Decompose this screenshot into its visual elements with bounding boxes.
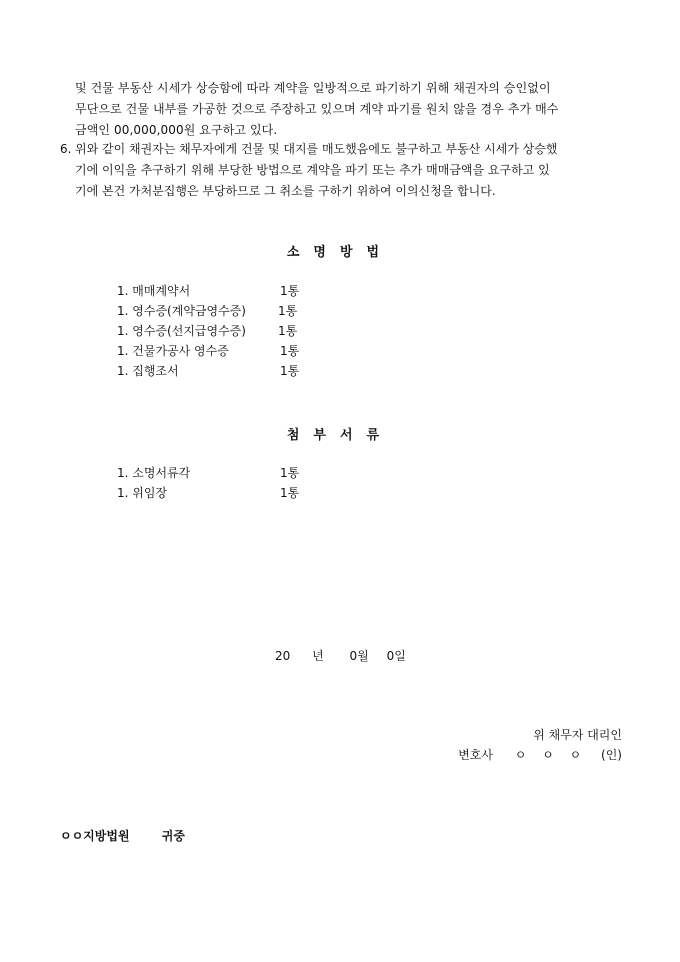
- list-item: [117, 281, 517, 301]
- evidence-item-label: 1. 영수증(선지급영수증): [117, 324, 246, 338]
- evidence-item-qty: 1통: [280, 364, 300, 378]
- continuation-line-2: 무단으로 건물 내부를 가공한 것으로 주장하고 있으며 계약 파기를 원치 않을 경우 추가 매수: [75, 102, 559, 116]
- date-day: 0일: [386, 649, 406, 663]
- court-name: ㅇㅇ지방법원: [60, 829, 130, 843]
- list-item: [117, 463, 517, 483]
- attachment-item-label: 1. 소명서류각: [117, 466, 191, 480]
- continuation-line-3: 금액인 00,000,000원 요구하고 있다.: [75, 123, 278, 137]
- evidence-item-label: 1. 매매계약서: [117, 284, 191, 298]
- attachment-item-qty: 1통: [280, 466, 300, 480]
- list-item: [117, 321, 517, 341]
- attachment-item-qty: 1통: [280, 486, 300, 500]
- evidence-heading: 소명방법: [286, 245, 394, 260]
- list-item: [117, 341, 517, 361]
- continuation-paragraph: [75, 78, 627, 141]
- item-6-line-1: 위와 같이 채권자는 채무자에게 건물 및 대지를 매도했음에도 불구하고 부동산 시세가 상승했: [75, 142, 558, 156]
- evidence-item-label: 1. 영수증(계약금영수증): [117, 304, 246, 318]
- evidence-list: [117, 281, 517, 381]
- attachments-heading: 첨부서류: [286, 428, 394, 443]
- evidence-item-label: 1. 집행조서: [117, 364, 179, 378]
- attachment-item-label: 1. 위임장: [117, 486, 168, 500]
- court-suffix: 귀중: [161, 829, 185, 843]
- list-item: [117, 361, 517, 381]
- list-item: [117, 483, 517, 503]
- evidence-item-qty: 1통: [278, 324, 298, 338]
- court-addressee: [60, 827, 185, 844]
- item-6-body: [75, 139, 627, 202]
- signature-role: 위 채무자 대리인: [533, 728, 622, 742]
- signature-line: [458, 746, 622, 763]
- signature-seal: (인): [601, 748, 622, 762]
- list-item: [117, 301, 517, 321]
- item-number: 6.: [60, 142, 72, 156]
- date-year: 20: [275, 649, 291, 663]
- evidence-item-qty: 1통: [278, 304, 298, 318]
- evidence-item-label: 1. 건물가공사 영수증: [117, 344, 229, 358]
- date-year-unit: 년: [312, 649, 324, 663]
- evidence-item-qty: 1통: [280, 284, 300, 298]
- document-date: [275, 647, 406, 664]
- signature-title: 변호사: [458, 748, 493, 762]
- item-6-line-2: 기에 이익을 추구하기 위해 부당한 방법으로 계약을 파기 또는 추가 매매금액을 요구하고 있: [75, 163, 550, 177]
- continuation-line-1: 및 건물 부동산 시세가 상승함에 따라 계약을 일방적으로 파기하기 위해 채권자의 승인없이: [75, 81, 551, 95]
- item-6-line-3: 기에 본건 가처분집행은 부당하므로 그 취소를 구하기 위하여 이의신청을 합니다.: [75, 184, 496, 198]
- attachments-list: [117, 463, 517, 503]
- signature-name: ㅇ ㅇ ㅇ: [514, 748, 588, 762]
- date-month: 0월: [349, 649, 369, 663]
- evidence-item-qty: 1통: [280, 344, 300, 358]
